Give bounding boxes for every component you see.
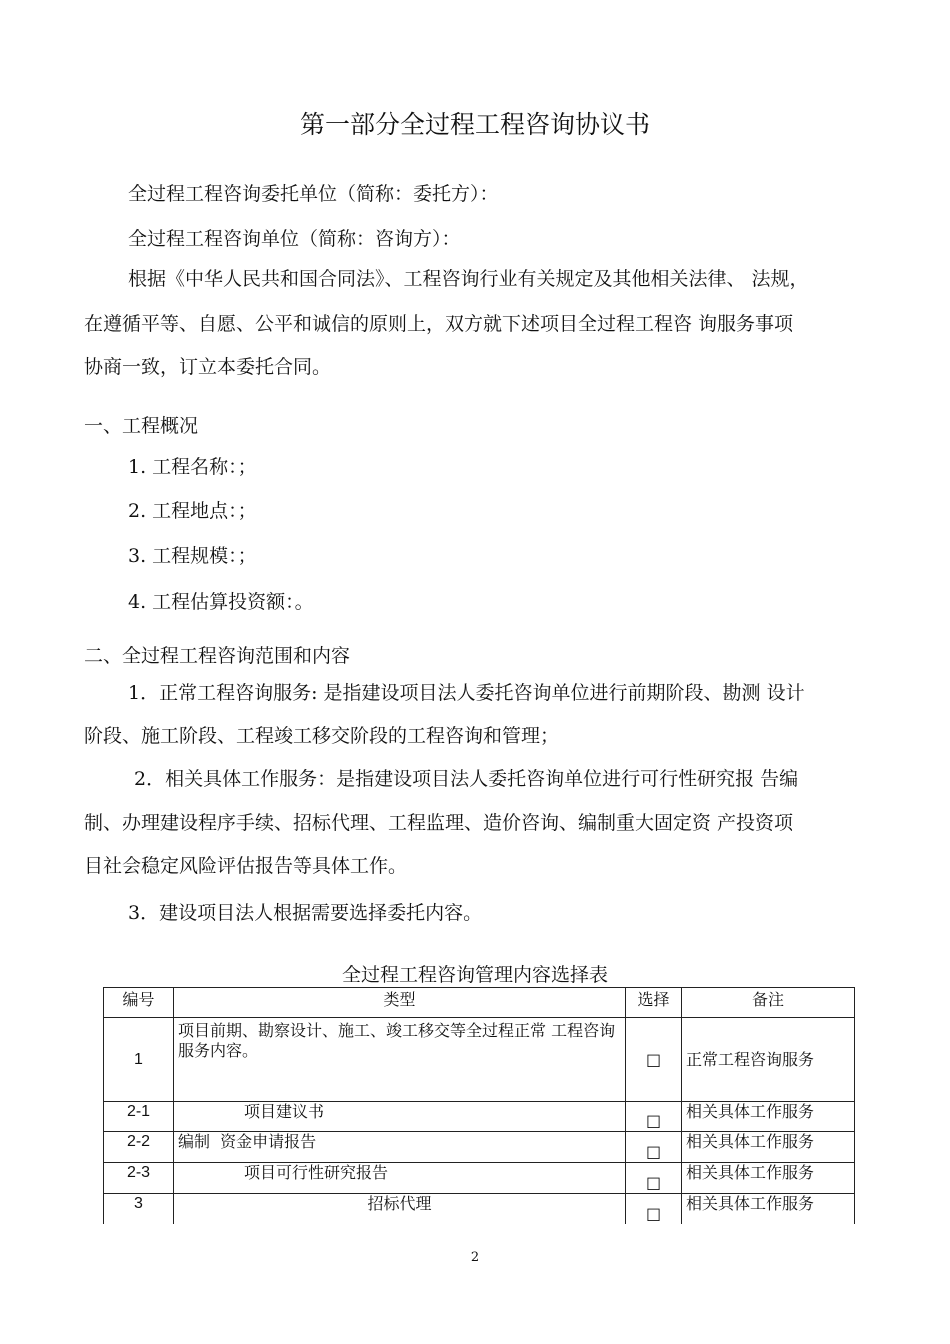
row-checkbox[interactable]: □	[626, 1194, 682, 1224]
page-number: 2	[470, 1250, 480, 1265]
scope-p1-line-1: 1．正常工程咨询服务: 是指建设项目法人委托咨询单位进行前期阶段、勘测 设计	[128, 682, 805, 704]
scope-p3: 3．建设项目法人根据需要选择委托内容。	[128, 902, 483, 924]
row-type: 项目可行性研究报告	[174, 1163, 626, 1194]
scope-p1-line-2: 阶段、施工阶段、工程竣工移交阶段的工程咨询和管理；	[84, 725, 560, 747]
project-investment-item: 4. 工程估算投资额：。	[128, 591, 314, 613]
scope-p2-line-2: 制、办理建设程序手续、招标代理、工程监理、造价咨询、编制重大固定资 产投资项	[84, 812, 794, 834]
intro-line-3: 协商一致，订立本委托合同。	[84, 356, 332, 378]
table-row	[104, 1102, 855, 1132]
document-title: 第一部分全过程工程咨询协议书	[299, 110, 650, 139]
row-type: 项目建议书	[174, 1102, 626, 1132]
row-type: 项目前期、勘察设计、施工、竣工移交等全过程正常 工程咨询服务内容。	[174, 1018, 626, 1102]
client-line: 全过程工程咨询委托单位（简称：委托方）：	[128, 183, 499, 205]
row-checkbox[interactable]: □	[626, 1102, 682, 1132]
row-note: 正常工程咨询服务	[682, 1018, 855, 1102]
row-note: 相关具体工作服务	[682, 1102, 855, 1132]
project-scale-item: 3. 工程规模：；	[128, 545, 257, 567]
consultant-line: 全过程工程咨询单位（简称：咨询方）：	[128, 228, 461, 250]
selection-table	[103, 987, 855, 1224]
row-note: 相关具体工作服务	[682, 1132, 855, 1163]
table-row	[104, 1194, 855, 1224]
section-1-heading: 一、工程概况	[84, 415, 199, 437]
row-note: 相关具体工作服务	[682, 1163, 855, 1194]
row-number: 2-3	[104, 1163, 174, 1194]
project-name-item: 1. 工程名称：；	[128, 456, 257, 478]
row-number: 3	[104, 1194, 174, 1224]
table-row	[104, 1163, 855, 1194]
scope-p2-line-3: 目社会稳定风险评估报告等具体工作。	[84, 855, 408, 877]
scope-p2-line-1: 2．相关具体工作服务：是指建设项目法人委托咨询单位进行可行性研究报 告编	[134, 768, 799, 790]
row-checkbox[interactable]: □	[626, 1163, 682, 1194]
table-header-row	[104, 988, 855, 1018]
section-2-heading: 二、全过程工程咨询范围和内容	[84, 645, 351, 667]
project-location-item: 2. 工程地点：；	[128, 500, 257, 522]
header-number: 编号	[104, 988, 174, 1018]
row-type: 招标代理	[174, 1194, 626, 1224]
row-checkbox[interactable]: □	[626, 1018, 682, 1102]
table-title: 全过程工程咨询管理内容选择表	[341, 964, 608, 986]
row-number: 2-1	[104, 1102, 174, 1132]
header-select: 选择	[626, 988, 682, 1018]
row-number: 2-2	[104, 1132, 174, 1163]
intro-line-1: 根据《中华人民共和国合同法》、工程咨询行业有关规定及其他相关法律、 法规，	[128, 268, 809, 290]
row-note: 相关具体工作服务	[682, 1194, 855, 1224]
header-note: 备注	[682, 988, 855, 1018]
row-type: 编制 资金申请报告	[174, 1132, 626, 1163]
table-row	[104, 1132, 855, 1163]
intro-line-2: 在遵循平等、自愿、公平和诚信的原则上，双方就下述项目全过程工程咨 询服务事项	[84, 313, 794, 335]
header-type: 类型	[174, 988, 626, 1018]
table-row	[104, 1018, 855, 1102]
row-number: 1	[104, 1018, 174, 1102]
row-checkbox[interactable]: □	[626, 1132, 682, 1163]
